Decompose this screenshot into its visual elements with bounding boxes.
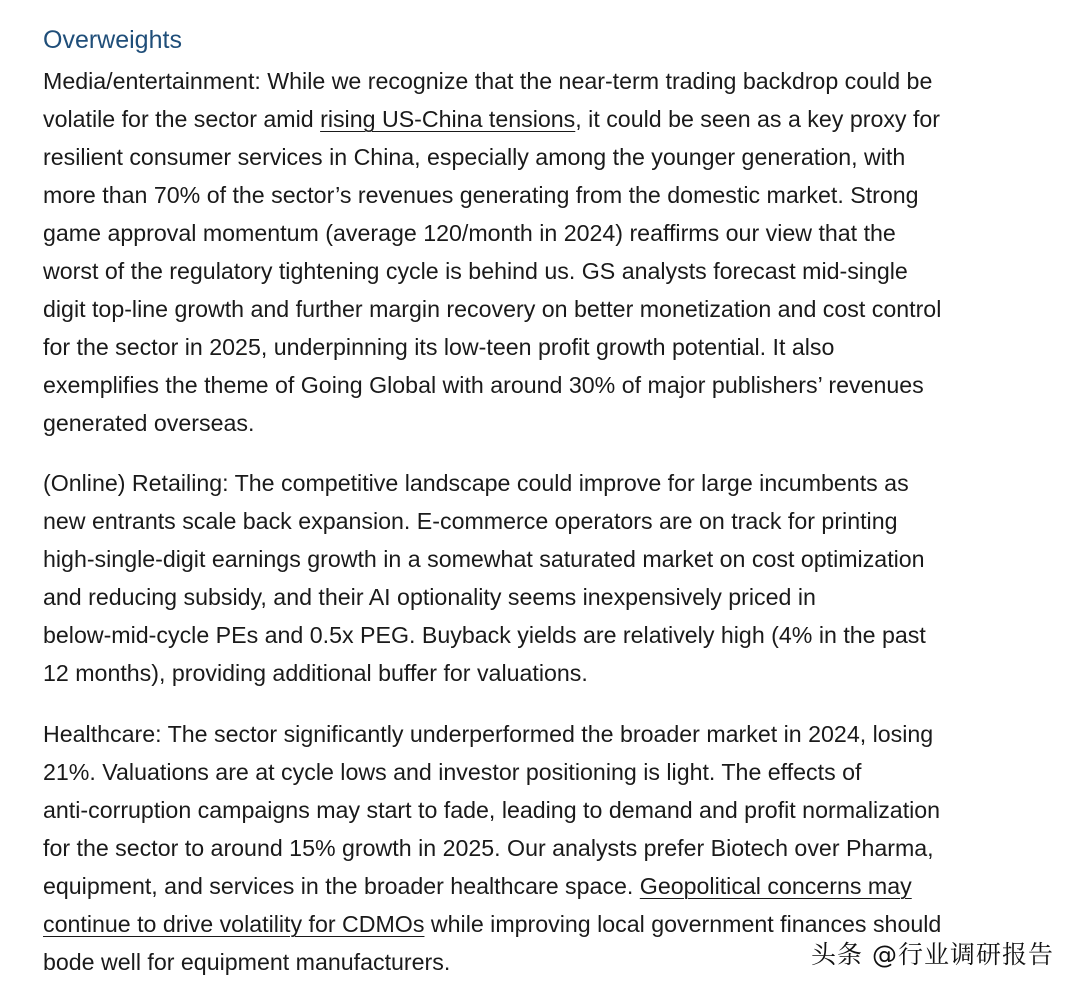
document-body (43, 22, 1043, 981)
text-line: resilient consumer services in China, especially among the younger generation, with (43, 144, 906, 170)
text-line: new entrants scale back expansion. E-commerce operators are on track for printing (43, 508, 898, 534)
text-line: and reducing subsidy, and their AI optionality seems inexpensively priced in (43, 584, 816, 610)
text-line: for the sector in 2025, underpinning its low-teen profit growth potential. It also (43, 334, 835, 360)
text-line: bode well for equipment manufacturers. (43, 949, 451, 975)
paragraph-spacer (43, 692, 1043, 715)
text-line: below-mid-cycle PEs and 0.5x PEG. Buyback yields are relatively high (4% in the past (43, 622, 926, 648)
text-line: digit top-line growth and further margin recovery on better monetization and cost control (43, 296, 942, 322)
text-line: generated overseas. (43, 410, 255, 436)
text-line (43, 100, 1043, 138)
text-line: Media/entertainment: While we recognize that the near-term trading backdrop could be (43, 68, 933, 94)
text-span: while improving local government finances should (424, 911, 942, 937)
text-line: high-single-digit earnings growth in a somewhat saturated market on cost optimization (43, 546, 925, 572)
paragraph-media-entertainment (43, 62, 1043, 442)
text-line: (Online) Retailing: The competitive landscape could improve for large incumbents as (43, 470, 909, 496)
text-line: for the sector to around 15% growth in 2025. Our analysts prefer Biotech over Pharma, (43, 835, 934, 861)
watermark-label: 头条 @行业调研报告 (811, 940, 1054, 969)
text-line: 21%. Valuations are at cycle lows and investor positioning is light. The effects of (43, 759, 862, 785)
paragraph-online-retailing (43, 464, 1043, 692)
text-span: equipment, and services in the broader healthcare space. (43, 873, 640, 899)
text-line: 12 months), providing additional buffer for valuations. (43, 660, 588, 686)
link-geopolitical-concerns-cont[interactable]: continue to drive volatility for CDMOs (43, 911, 425, 937)
paragraph-spacer (43, 442, 1043, 464)
text-line: more than 70% of the sector’s revenues generating from the domestic market. Strong (43, 182, 919, 208)
text-line: game approval momentum (average 120/month in 2024) reaffirms our view that the (43, 220, 896, 246)
text-span: , it could be seen as a key proxy for (575, 106, 941, 132)
text-line: anti-corruption campaigns may start to fade, leading to demand and profit normalization (43, 797, 941, 823)
text-line: exemplifies the theme of Going Global with around 30% of major publishers’ revenues (43, 372, 924, 398)
section-heading: Overweights (43, 26, 182, 54)
text-line: worst of the regulatory tightening cycle is behind us. GS analysts forecast mid-single (43, 258, 908, 284)
link-rising-us-china-tensions[interactable]: rising US-China tensions (320, 106, 576, 132)
text-line: Healthcare: The sector significantly underperformed the broader market in 2024, losing (43, 721, 934, 747)
link-geopolitical-concerns[interactable]: Geopolitical concerns may (639, 873, 912, 899)
text-line (43, 867, 1043, 905)
text-span: volatile for the sector amid (43, 106, 321, 132)
